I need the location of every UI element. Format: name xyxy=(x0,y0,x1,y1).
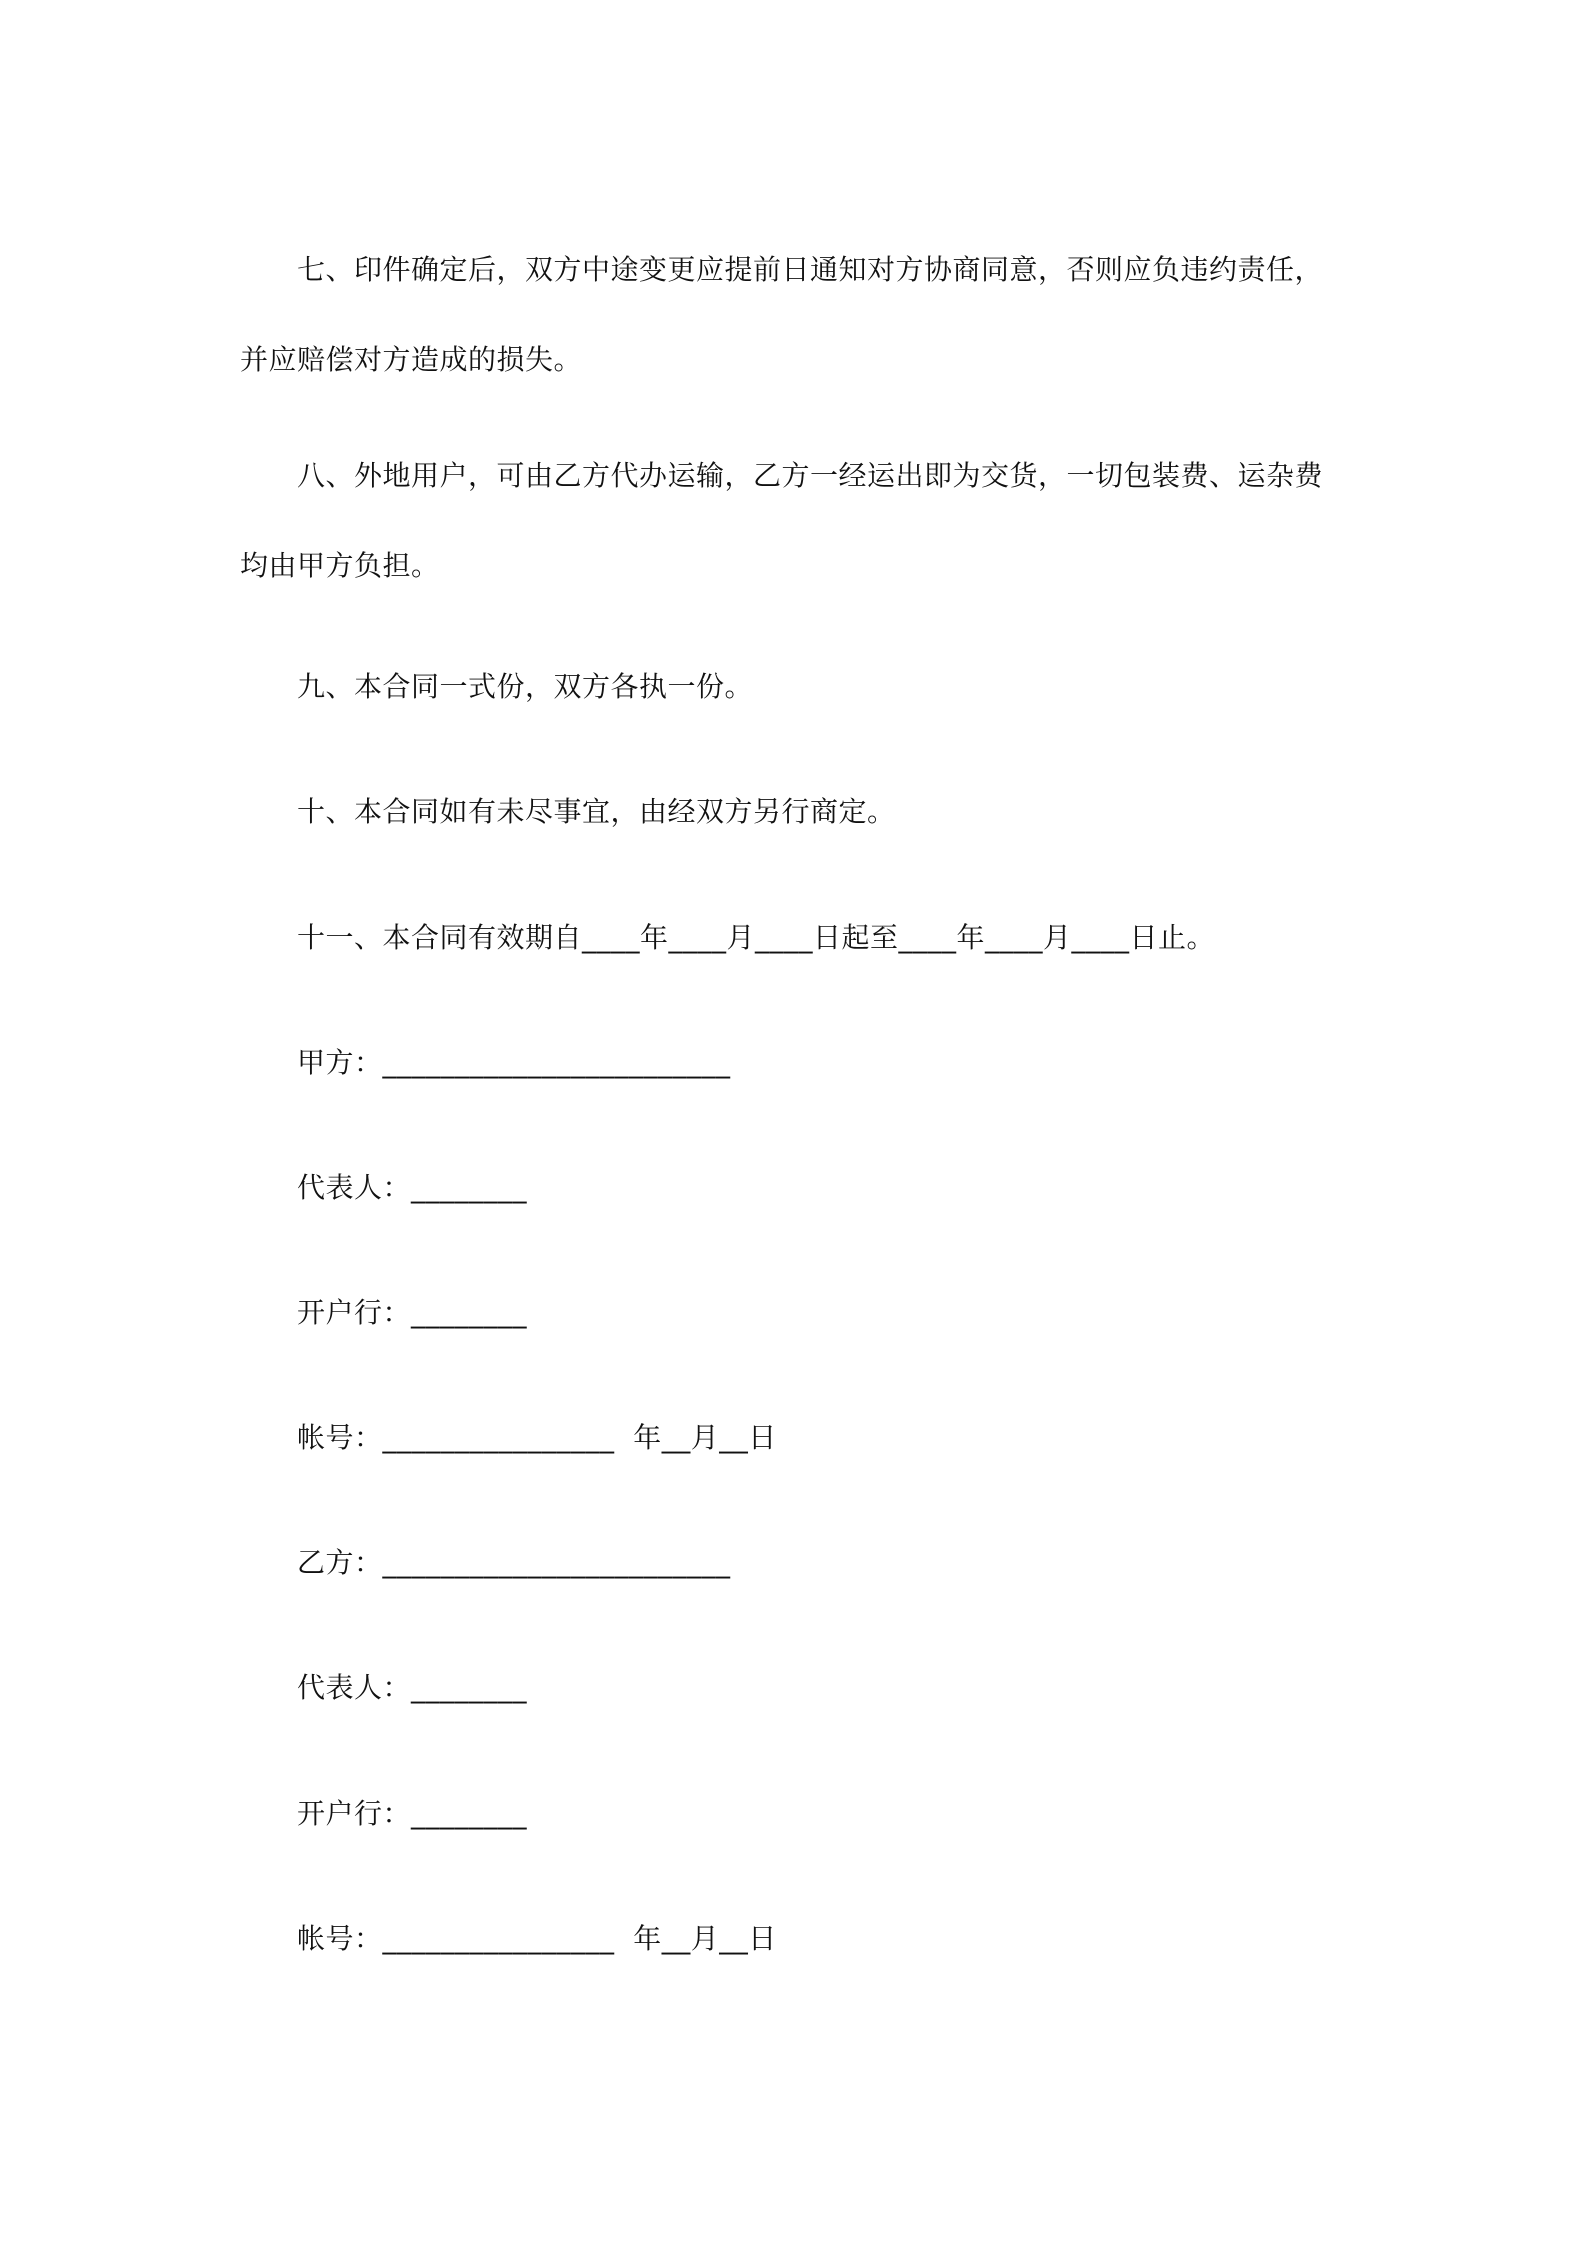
party-a-account-line: 帐号：________________ 年__月__日 xyxy=(297,1421,777,1454)
party-a-name-line: 甲方：________________________ xyxy=(297,1046,731,1079)
clause-7 xyxy=(240,225,1350,405)
clause-10: 十、本合同如有未尽事宜，由经双方另行商定。 xyxy=(297,795,896,828)
party-b-representative-line: 代表人：________ xyxy=(297,1671,528,1704)
clause-7-text: 七、印件确定后，双方中途变更应提前日通知对方协商同意，否则应负违约责任，并应赔偿对方造成的损失。 xyxy=(240,253,1324,376)
clause-9: 九、本合同一式份，双方各执一份。 xyxy=(297,670,754,703)
party-a-bank-line: 开户行：________ xyxy=(297,1296,528,1329)
clause-11: 十一、本合同有效期自____年____月____日起至____年____月____日止。 xyxy=(297,921,1216,954)
party-b-account-line: 帐号：________________ 年__月__日 xyxy=(297,1922,777,1955)
party-a-representative-line: 代表人：________ xyxy=(297,1171,528,1204)
clause-8-text: 八、外地用户，可由乙方代办运输，乙方一经运出即为交货，一切包装费、运杂费均由甲方负担。 xyxy=(240,459,1324,582)
clause-8 xyxy=(240,431,1350,611)
party-b-name-line: 乙方：________________________ xyxy=(297,1546,731,1579)
party-b-bank-line: 开户行：________ xyxy=(297,1797,528,1830)
